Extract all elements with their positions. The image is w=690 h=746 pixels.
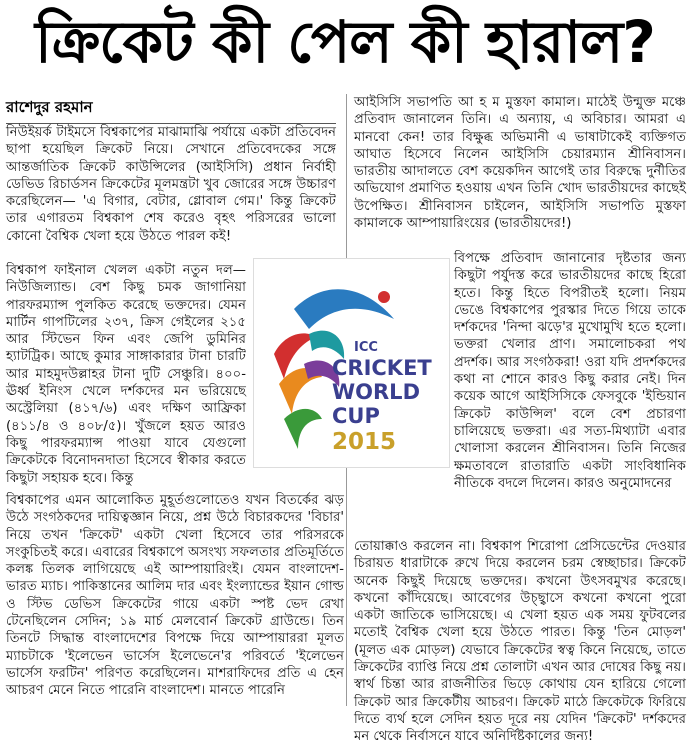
logo-line-world: WORLD xyxy=(332,380,420,404)
paragraph: তোয়াক্কাও করলেন না। বিশ্বকাপ শিরোপা প্রেসিডেন্টের দেওয়ার চিরায়ত ধারাটাকে রুখে দিয়ে করলেন চরম স্বেচ্ছাচার। ক্রিকেট অনেক কিছুই দিয়েছে ভক্তদের। কখনো উৎসবমুখর করেছে। কখনো কাঁদিয়েছে। আবেগের উচ্ছ্বাসে কখনো কখনো পুরো একটা জাতিকে ভাসিয়েছে। এ খেলা হয়ত এক সময় ফুটবলের মতোই বৈশ্বিক খেলা হয়ে উঠতে পারত। কিন্তু 'তিন মোড়ল' (মূলত এক মোড়ল) যেভাবে ক্রিকেটের স্বত্ব কিনে নিয়েছে, তাতে ক্রিকেটের ব্যাপ্তি নিয়ে প্রশ্ন তোলাটা এখন আর দোষের কিছু নয়। স্বার্থ চিন্তা আর রাজনীতির ভিড়ে কোথায় যেন হারিয়ে গেলো ক্রিকেট আর ক্রিকেটীয় আচরণ। ক্রিকেট মাঠে ক্রিকেটকে ফিরিয়ে দিতে ব্যর্থ হলে সেদিন হয়ত দূরে নয় যেদিন 'ক্রিকেট' দর্শকদের মন থেকে নির্বাসনে যাবে অনির্দিষ্টকালের জন্য! xyxy=(354,539,686,745)
headline: ক্রিকেট কী পেল কী হারাল? xyxy=(35,7,655,76)
logo-year: 2015 xyxy=(332,429,397,455)
byline: রাশেদুর রহমান xyxy=(6,96,336,124)
icc-label: ICC xyxy=(354,340,378,355)
paragraph: বিশ্বকাপ ফাইনাল খেলল একটা নতুন দল— নিউজিল্যান্ড। বেশ কিছু চমক জাগানিয়া পারফরম্যান্স পুলকিত করেছে ভক্তদের। যেমন মার্টিন গাপটিলের ২৩৭, ক্রিস গেইলের ২১৫ আর স্টিভেন ফিন এবং জেপি ডুমিনির হ্যাটট্রিক। আছে কুমার সাঙ্গাকারার টানা চারটি আর মাহমুদউল্লাহর টানা দুটি সেঞ্চুরি। ৪০০-ঊর্ধ্ব ইনিংস খেলে দর্শকদের মন ভরিয়েছে অস্ট্রেলিয়া (৪১৭/৬) এবং দক্ষিণ আফ্রিকা (৪১১/৪ ও ৪০৮/৫)। খুঁজলে হয়ত আরও কিছু পারফরম্যান্স পাওয়া যাবে যেগুলো ক্রিকেটকে বিনোদনদাতা হিসেবে স্বীকার করতে কিছুটা সহায়ক হবে। কিন্তু xyxy=(6,263,246,486)
paragraph: নিউইয়র্ক টাইমসে বিশ্বকাপের মাঝামাঝি পর্যায়ে একটা প্রতিবেদন ছাপা হয়েছিল ক্রিকেট নিয়ে। সেখানে প্রতিবেদকের সঙ্গে আন্তর্জাতিক ক্রিকেট কাউন্সিলের (আইসিসি) প্রধান নির্বাহী ডেভিড রিচার্ডসন ক্রিকেটের মূলমন্ত্রটা খুব জোরের সঙ্গে উচ্চারণ করেছিলেন— 'এ বিগার, বেটার, গ্লোবাল গেম।' কিন্তু ক্রিকেট তার এগারতম বিশ্বকাপ শেষ করেও বৃহৎ পরিসরের ভালো কোনো বৈশ্বিক খেলা হয়ে উঠতে পারল কই! xyxy=(6,125,336,244)
article-column-right-top xyxy=(354,94,686,232)
logo-line-cricket: CRICKET xyxy=(332,356,432,380)
article-column-left-mid xyxy=(6,262,246,487)
swirl-teal xyxy=(309,331,344,359)
swirl-green xyxy=(284,409,322,449)
ball-icon xyxy=(378,291,390,303)
logo-line-cup: CUP xyxy=(332,404,380,428)
article-column-left-bottom xyxy=(6,492,344,700)
cricket-world-cup-logo-art xyxy=(254,259,449,467)
paragraph: বিপক্ষে প্রতিবাদ জানানোর দৃষ্টতার জন্য কিছুটা পর্যুদস্ত করে ভারতীয়দের কাছে হিরো হতে। কিন্তু হিতে বিপরীতই হলো। নিয়ম ভেঙে বিশ্বকাপের পুরস্কার দিতে গিয়ে তাকে দর্শকদের 'নিন্দা ঝড়ে'র মুখোমুখি হতে হলো। ভক্তরা খেলার প্রাণ। সমালোচকরা পথ প্রদর্শক। আর সংগঠকরা! ওরা যদি প্রদর্শকদের কথা না শোনে কারও কিছু করার নেই। দিন কয়েক আগে আইসিসিকে ফেসবুকে 'ইন্ডিয়ান ক্রিকেট কাউন্সিল' বলে বেশ প্রচারণা চালিয়েছে ভক্তরা। এর সত্য-মিথ্যাটা এবার খোলাসা করলেন শ্রীনিবাসন। তিনি নিজের ক্ষমতাবলে রাতারাতি একটা সাংবিধানিক নীতিকে বদলে দিলেন। কারও অনুমোদনের xyxy=(454,251,686,491)
article-column-left-top xyxy=(6,124,336,245)
paragraph: আইসিসি সভাপতি আ হ ম মুস্তফা কামাল। মাঠেই উন্মুক্ত মঞ্চে প্রতিবাদ জানালেন তিনি। এ অন্যায়, এ অবিচার। আমরা এ মানবো কেন! তার বিক্ষুব্ধ অভিমানী এ ভাষাটাকেই ব্যক্তিগত আঘাত হিসেবে নিলেন আইসিসি চেয়ারম্যান শ্রীনিবাসন। ভারতীয় আদালতে বেশ কয়েকদিন আগেই তার বিরুদ্ধে দুর্নীতির অভিযোগ প্রমাণিত হওয়ায় এখন তিনি খোদ ভারতীয়দের কাছেই উপেক্ষিত। শ্রীনিবাসন চাইলেন, আইসিসি সভাপতি মুস্তফা কামালকে আম্পায়ারিংয়ের (ভারতীয়দের!) xyxy=(354,95,686,232)
article-column-right-bottom xyxy=(354,538,686,746)
paragraph: বিশ্বকাপের এমন আলোকিত মুহূর্তগুলোতেও যখন বিতর্কের ঝড় উঠে সংগঠকদের দায়িত্বজ্ঞান নিয়ে, প্রশ্ন উঠে বিচারকদের 'বিচার' নিয়ে তখন 'ক্রিকেট' একটা খেলা হিসেবে তার পরিসরকে সংকুচিতই করে। এবারের বিশ্বকাপে অসংখ্য সফলতার প্রতিমূর্তিতে কলঙ্ক তিলক লাগিয়েছে এই আম্পায়ারিংই। যেমন বাংলাদেশ-ভারত ম্যাচ। পাকিস্তানের আলিম দার এবং ইংল্যান্ডের ইয়ান গোল্ড ও স্টিভ ডেভিস ক্রিকেটের গায়ে একটা স্পষ্ট ভেদ রেখা টেনেছিলেন সেদিন; ১৯ মার্চ মেলবোর্ন ক্রিকেট গ্রাউন্ডে। তিন তিনটে সিদ্ধান্ত বাংলাদেশের বিপক্ষে দিয়ে আম্পায়াররা মূলত ম্যাচটাকে 'ইলেভেন ভার্সেস ইলেভেনে'র পরিবর্তে 'ইলেভেন ভার্সেস ফরটিন' পরিণত করেছিলেন। মাশরাফিদের প্রতি এ হেন আচরণ মেনে নিতে পারেনি বাংলাদেশ। মানতে পারেনি xyxy=(6,493,344,699)
world-cup-logo xyxy=(253,258,450,468)
